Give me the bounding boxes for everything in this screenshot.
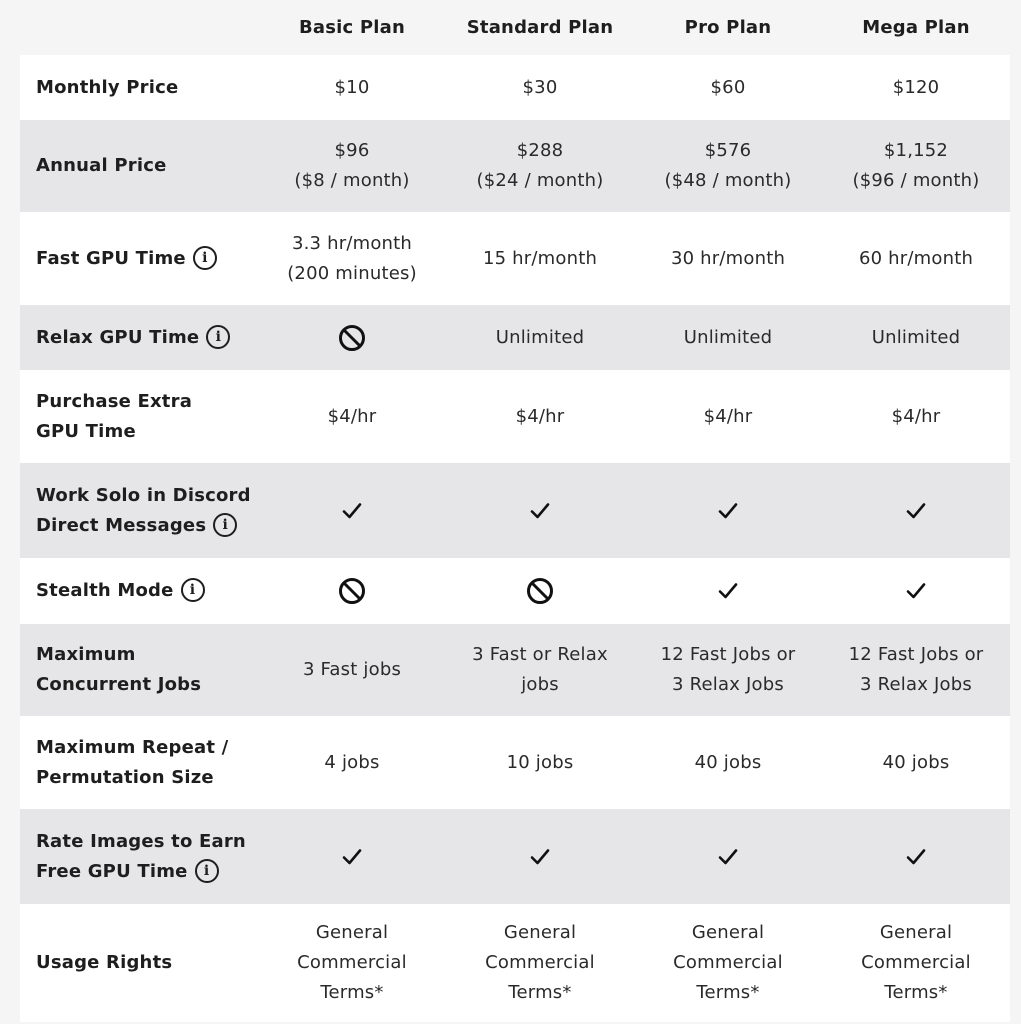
checkmark-icon [341, 500, 363, 522]
value-cell-mega: 40 jobs [882, 751, 950, 773]
row-label [20, 624, 258, 716]
value-cell-standard [446, 463, 634, 558]
row-label-text: Annual Price [36, 155, 167, 176]
value-cell-basic: 3 Fast jobs [302, 659, 402, 680]
value-cell-basic: General Commercial Terms* [297, 922, 407, 1003]
value-cell-mega: 12 Fast Jobs or 3 Relax Jobs [848, 644, 984, 695]
value-cell-basic [258, 463, 446, 558]
not-included-icon [337, 323, 367, 353]
checkmark-icon [717, 500, 739, 522]
plan-header-row [20, 0, 1010, 55]
value-cell-mega [822, 463, 1010, 558]
value-cell-pro: $4/hr [703, 405, 753, 427]
row-label-text: Rate Images to Earn Free GPU Time i [36, 830, 246, 882]
checkmark-icon [905, 846, 927, 868]
info-icon[interactable]: i [181, 578, 205, 602]
table-row [20, 212, 1010, 305]
checkmark-icon [529, 500, 551, 522]
value-cell-mega: Unlimited [871, 326, 961, 348]
value-cell-standard: $4/hr [515, 405, 565, 427]
value-cell-pro [634, 558, 822, 624]
info-icon[interactable]: i [213, 513, 237, 537]
table-row [20, 624, 1010, 716]
header-empty-cell [20, 0, 258, 55]
table-row [20, 305, 1010, 370]
not-included-icon [337, 576, 367, 606]
table-row [20, 120, 1010, 212]
row-label [20, 463, 258, 558]
value-cell-standard: 15 hr/month [482, 247, 598, 269]
value-cell-mega [822, 809, 1010, 904]
value-cell-pro: $576 ($48 / month) [664, 140, 792, 191]
table-row [20, 558, 1010, 624]
value-cell-standard: Unlimited [495, 326, 585, 348]
value-cell-mega: $120 [892, 76, 940, 98]
value-cell-standard: 3 Fast or Relax jobs [472, 644, 608, 695]
value-cell-standard: $30 [522, 76, 558, 98]
checkmark-icon [905, 580, 927, 602]
value-cell-standard: $288 ($24 / month) [476, 140, 604, 191]
value-cell-standard [446, 558, 634, 624]
table-row [20, 370, 1010, 463]
plan-header-pro: Pro Plan [684, 17, 772, 38]
value-cell-basic [258, 305, 446, 370]
row-label [20, 305, 258, 370]
value-cell-mega: General Commercial Terms* [861, 922, 971, 1003]
row-label [20, 716, 258, 809]
row-label-text: Stealth Mode i [36, 576, 205, 606]
value-cell-basic: 3.3 hr/month (200 minutes) [287, 232, 417, 284]
row-label-text: Maximum Repeat / Permutation Size [36, 736, 229, 788]
row-label [20, 370, 258, 463]
checkmark-icon [717, 846, 739, 868]
value-cell-mega: 60 hr/month [858, 247, 974, 269]
row-label [20, 904, 258, 1022]
value-cell-pro: General Commercial Terms* [673, 922, 783, 1003]
value-cell-pro: Unlimited [683, 326, 773, 348]
row-label [20, 120, 258, 212]
plan-header-basic: Basic Plan [298, 17, 405, 38]
value-cell-basic [258, 809, 446, 904]
row-label-text: Purchase Extra GPU Time [36, 390, 193, 442]
value-cell-basic: $10 [334, 76, 370, 98]
value-cell-basic: $4/hr [327, 405, 377, 427]
value-cell-pro: 30 hr/month [670, 247, 786, 269]
row-label-text: Monthly Price [36, 76, 179, 98]
table-row [20, 55, 1010, 120]
row-label-text: Maximum Concurrent Jobs [36, 644, 202, 695]
value-cell-pro [634, 809, 822, 904]
value-cell-pro: 40 jobs [694, 751, 762, 773]
value-cell-pro: $60 [710, 76, 746, 98]
value-cell-mega: $4/hr [891, 405, 941, 427]
row-label-text: Fast GPU Time i [36, 244, 217, 274]
checkmark-icon [905, 500, 927, 522]
checkmark-icon [529, 846, 551, 868]
row-label [20, 809, 258, 904]
row-label-text: Work Solo in Discord Direct Messages i [36, 484, 251, 536]
row-label-text: Usage Rights [36, 952, 173, 973]
value-cell-standard: 10 jobs [506, 751, 574, 773]
plan-header-mega: Mega Plan [862, 17, 970, 38]
table-row [20, 463, 1010, 558]
not-included-icon [525, 576, 555, 606]
checkmark-icon [717, 580, 739, 602]
value-cell-pro: 12 Fast Jobs or 3 Relax Jobs [660, 644, 796, 695]
pricing-comparison-table [20, 55, 1010, 1022]
value-cell-standard: General Commercial Terms* [485, 922, 595, 1003]
table-row [20, 904, 1010, 1022]
value-cell-mega: $1,152 ($96 / month) [852, 140, 980, 191]
value-cell-basic [258, 558, 446, 624]
value-cell-basic: 4 jobs [324, 751, 380, 773]
checkmark-icon [341, 846, 363, 868]
value-cell-mega [822, 558, 1010, 624]
value-cell-basic: $96 ($8 / month) [294, 140, 410, 191]
row-label [20, 558, 258, 624]
table-row [20, 809, 1010, 904]
row-label-text: Relax GPU Time i [36, 323, 230, 353]
info-icon[interactable]: i [206, 325, 230, 349]
plan-header-standard: Standard Plan [466, 17, 614, 38]
value-cell-standard [446, 809, 634, 904]
value-cell-pro [634, 463, 822, 558]
info-icon[interactable]: i [193, 246, 217, 270]
row-label [20, 55, 258, 120]
row-label [20, 212, 258, 305]
info-icon[interactable]: i [195, 859, 219, 883]
table-row [20, 716, 1010, 809]
